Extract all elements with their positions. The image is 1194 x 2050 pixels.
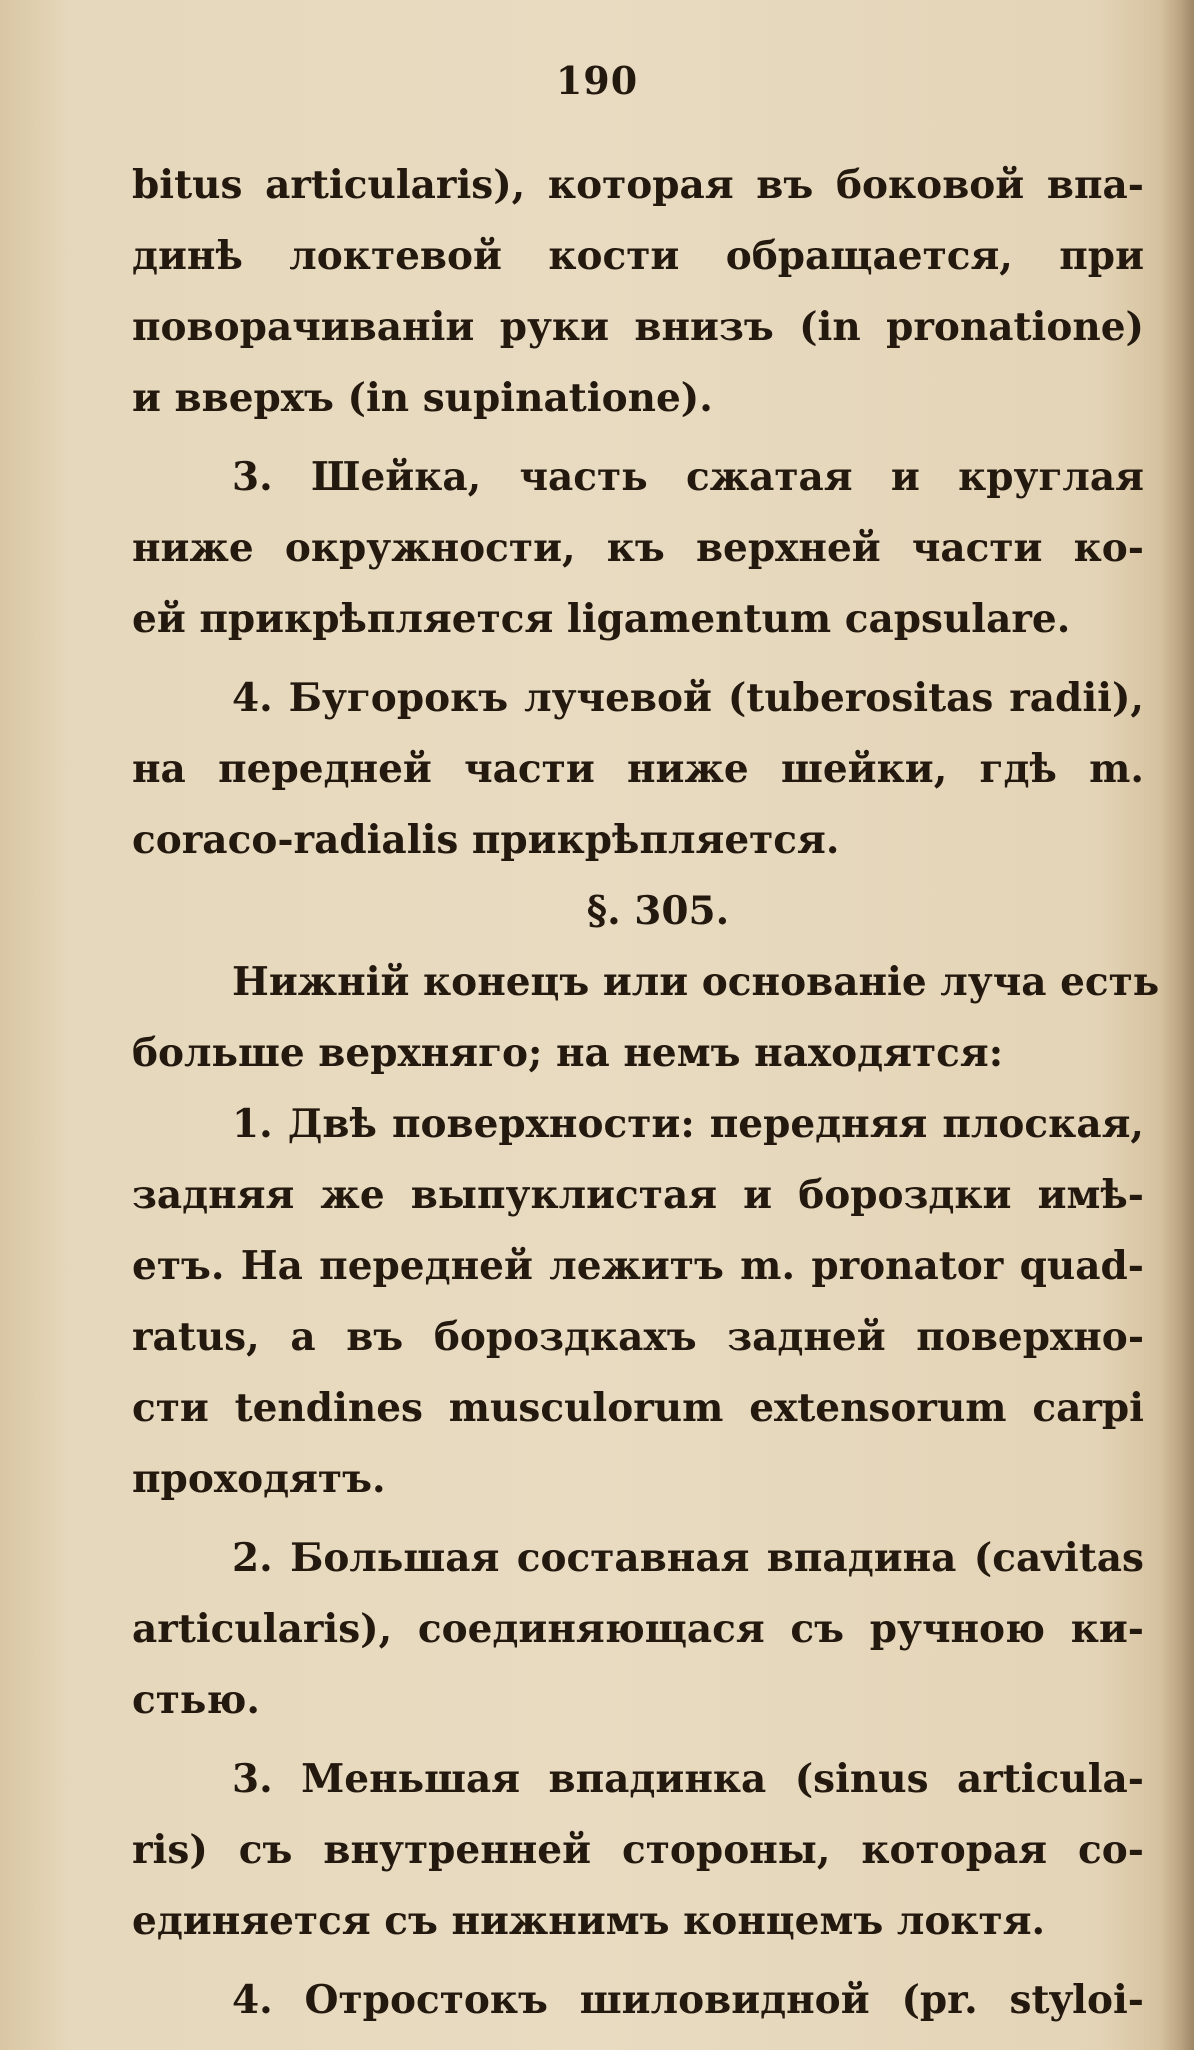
body-text: [132, 150, 1160, 2036]
text-line: coraco-radialis прикрѣпляется.: [132, 817, 840, 863]
text-line: ниже окружности, къ верхней части ко-: [132, 525, 1144, 571]
text-line: ris) съ внутренней стороны, которая со-: [132, 1827, 1144, 1873]
text-line: единяется съ нижнимъ концемъ локтя.: [132, 1898, 1046, 1944]
text-line: ratus, а въ бороздкахъ задней поверхно-: [132, 1314, 1144, 1360]
text-line: етъ. На передней лежитъ m. pronator quad-: [132, 1243, 1144, 1289]
text-line: bitus articularis), которая въ боковой впа-: [132, 162, 1144, 208]
page-number: 190: [555, 58, 639, 103]
text-line: проходятъ.: [132, 1456, 386, 1502]
text-line: сти tendines musculorum extensorum carpi: [132, 1385, 1144, 1431]
section-heading: §. 305.: [586, 888, 730, 934]
text-line: и вверхъ (in supinatione).: [132, 375, 713, 421]
text-line: динѣ локтевой кости обращается, при: [132, 233, 1144, 279]
text-line: 3. Шейка, часть сжатая и круглая: [232, 454, 1144, 500]
text-line: 1. Двѣ поверхности: передняя плоская,: [232, 1101, 1144, 1147]
text-line: поворачиваніи руки внизъ (in pronatione): [132, 304, 1144, 350]
text-line: 2. Большая составная впадина (cavitas: [232, 1535, 1144, 1581]
text-line: задняя же выпуклистая и бороздки имѣ-: [132, 1172, 1144, 1218]
text-line: Нижній конецъ или основаніе луча есть: [232, 959, 1160, 1005]
text-line: 4. Отростокъ шиловидной (pr. styloi-: [232, 1977, 1144, 2023]
text-line: стью.: [132, 1677, 260, 1723]
text-line: 4. Бугорокъ лучевой (tuberositas radii),: [232, 675, 1144, 721]
text-line: ей прикрѣпляется ligamentum capsulare.: [132, 596, 1071, 642]
text-line: articularis), соединяющася съ ручною ки-: [132, 1606, 1144, 1652]
text-line: 3. Меньшая впадинка (sinus articula-: [232, 1756, 1144, 1802]
text-line: больше верхняго; на немъ находятся:: [132, 1030, 1004, 1076]
text-line: на передней части ниже шейки, гдѣ m.: [132, 746, 1144, 792]
page-spine-shadow: [1160, 0, 1194, 2050]
